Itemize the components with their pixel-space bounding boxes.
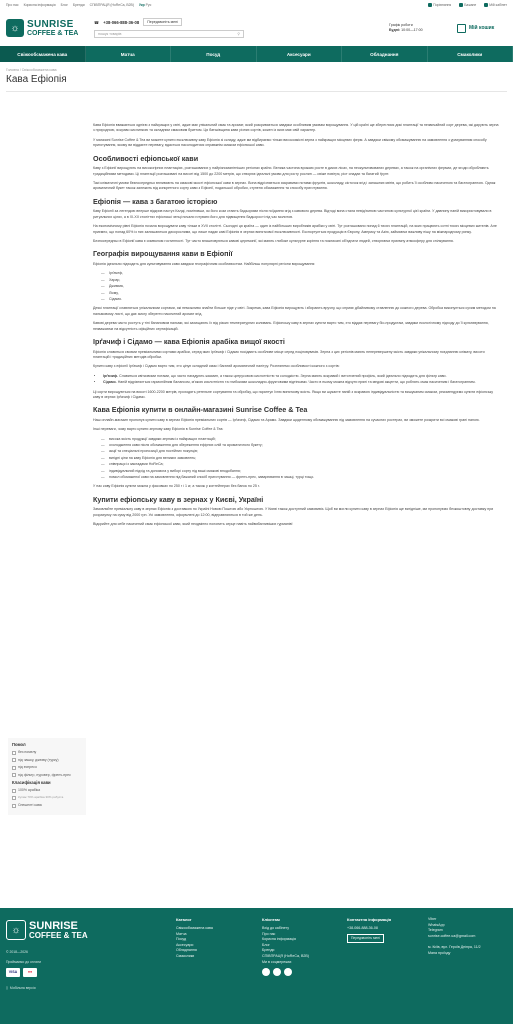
nav-sweets[interactable]: Смаколики bbox=[428, 46, 513, 62]
footer-phone[interactable]: +38-066-888-36-08 bbox=[347, 926, 378, 931]
page-title: Кава Ефіопія bbox=[6, 74, 67, 85]
work-schedule bbox=[389, 23, 449, 34]
breadcrumb[interactable]: Головна / Свіжообсмажена кава bbox=[6, 68, 57, 72]
search-icon[interactable]: ⚲ bbox=[237, 32, 240, 36]
cart-icon bbox=[457, 24, 466, 33]
article-paragraph: На економічному рівні Ефіопія почала вирощувати каву тільки в XVII столітті. Сьогодні ця країна — один із найбільших виробників арабіки у світі. Тут розташовано понад 6 тисяч плантацій, на яких працюють сотні тисяч місцевих жителів. Але приємно, що понад 60% із них залишаються дикорослими, що лише надає каві Ефіопія в зернах виняткової ексклюзивності. Експортується продукція в Європу, Америку та Азію, займаючи важливу нішу на міжнародному ринку. bbox=[93, 224, 497, 234]
youtube-icon[interactable] bbox=[284, 968, 292, 976]
site-header bbox=[0, 10, 513, 46]
article-paragraph: Замовляйте преміальну каву в зернах Ефіопія з доставкою по Україні Новою Поштою або Укрпоштою. У Києві також доступний самовивіз. Щоб ви могли купити каву в зернах Ефіопія ще вигідніше, ми пропонуємо безкоштовну доставку при розрахунку на суму від 2000 грн. Усі замовлення, оформлені до 12:00, відправляються в той же день. bbox=[93, 507, 494, 517]
checkbox[interactable] bbox=[12, 804, 16, 808]
wishlist-link[interactable] bbox=[459, 3, 476, 7]
logo-sun-icon: ☼ bbox=[6, 19, 24, 37]
footer-callback-button[interactable]: Передзвоніть мені bbox=[347, 934, 384, 943]
top-link-brands[interactable]: Бренди bbox=[72, 3, 85, 7]
footer-link[interactable]: Про нас bbox=[262, 931, 276, 936]
filter-option[interactable] bbox=[12, 758, 82, 763]
footer-catalog bbox=[176, 917, 213, 960]
footer-link[interactable]: Матча bbox=[176, 931, 187, 936]
sort-description: Напій відрізняється гармонійним балансом, м'якою кислотністю та глибокими шоколадно-фруктовими відтінками. Часто в ньому можна відчути пряні та медові акценти, що роблять смак насиченим і багатогранним. bbox=[117, 380, 476, 385]
footer-contacts bbox=[347, 917, 391, 943]
wishlist-label: Бажане bbox=[464, 2, 477, 7]
footer-link[interactable]: Блог bbox=[262, 942, 270, 947]
filter-title-grind: Помол bbox=[12, 742, 26, 747]
article-paragraph: У магазині Sunrise Coffee & Tea ви можете купити ексклюзивну каву Ефіопія зі складу, адже ми відбираємо тільки високоякісні зерна з найкращих місцевих ферм. А завдяки свіжому обсмажуванню на замовлення з урахуванням способу приготування, якому ви віддаєте перевагу, вдасться насолодитися справжнім смаком ефіопської кави. bbox=[93, 137, 487, 148]
list-item: — Джимма, bbox=[103, 284, 499, 289]
article-paragraph: Кавові дерева часто ростуть у тіні банановим пальми, які захищають їх від різких температурних коливань. Ефіопську каву в зернах купити варто тим, хто віддає перевагу біо-продуктам, завдяки екологічному підходу до її культивування, незважаючи на відсутність офіційних сертифікацій. bbox=[93, 321, 489, 331]
article-paragraph: Ефіопія ідеально підходить для культивування кави завдяки географічним особливостям. Найбільш популярні регіони вирощування: bbox=[93, 262, 316, 266]
header-phone[interactable]: +38-066-888-36-08 bbox=[103, 19, 140, 25]
list-item: — охолодження кави після обсмаження для збереження ефірних олій та ароматичного букету; bbox=[103, 443, 499, 448]
payment-label: Приймаємо до оплати bbox=[6, 960, 41, 964]
nav-dishes[interactable]: Посуд bbox=[171, 46, 257, 62]
article-paragraph: Ефіопія славиться своєми преміальними сортами арабіки, серед яких Ірґачиф і Сідамо посідають особливе місце серед поціновувачів. Зерна з цих регіонів мають неперевершену якість завдяки унікальному поєднанню клімату, висоти плантацій і традиційних методів обробки. bbox=[93, 349, 485, 359]
article-paragraph: Такі кліматичні умови безпосередньо впливають на смакові якості ефіопської кави в зернах. Вона відрізняється яскравими нотами фруктів, шоколаду, кісточок ягід і запашних квітів, що робить її особливо насиченою та багатогранною. Однак ароматичний букет також залежить від конкретного сорту кави з Ефіопії, подальшої обробки, ступеня обсмаження та способу приготування. bbox=[93, 180, 496, 191]
sort-name: Ірґачиф. bbox=[103, 373, 119, 378]
logo-line1: SUNRISE bbox=[27, 18, 74, 30]
filter-option-label: Купаж 70% арабіка 30% робуста bbox=[18, 794, 64, 799]
filter-option[interactable] bbox=[12, 796, 82, 801]
lang-rus[interactable]: Рус bbox=[145, 3, 152, 7]
footer-clients bbox=[262, 917, 309, 976]
nav-equipment[interactable]: Обладнання bbox=[342, 46, 428, 62]
footer-link[interactable]: Бренди bbox=[262, 948, 275, 953]
title-divider bbox=[6, 91, 507, 92]
address: м. Київ, вул. Героїв Дніпра, 11/2 bbox=[428, 945, 481, 950]
article-heading: Кава Ефіопія купити в онлайн-магазині Sunrise Coffee & Tea bbox=[93, 405, 308, 415]
article-heading: Особливості ефіопської кави bbox=[93, 153, 199, 163]
list-item: — помол обсмаженої кави на замовлення під бажаний спосіб приготування — френч-прес, заварювання в чашці, турці тощо. bbox=[103, 475, 499, 480]
footer-logo-line2: COFFEE & TEA bbox=[29, 930, 88, 940]
footer-link[interactable]: Смаколики bbox=[176, 954, 195, 958]
footer-link[interactable]: Посуд bbox=[176, 937, 187, 942]
filter-option[interactable] bbox=[12, 788, 82, 793]
visa-icon: VISA bbox=[6, 968, 20, 977]
cart-label: Мій кошик bbox=[469, 25, 495, 31]
list-item: — вигідні ціни на каву Ефіопія для великих замовлень; bbox=[103, 456, 499, 461]
map-link[interactable]: Мапа проїзду bbox=[428, 950, 451, 955]
social-links bbox=[262, 968, 309, 976]
filter-option-label: під фільтр, пуровер, френч-прес bbox=[18, 772, 71, 777]
cart-button[interactable] bbox=[457, 24, 507, 33]
heart-icon bbox=[459, 3, 463, 7]
article-paragraph: У нас каву Ефіопія купити можна у фасовках по 250 г і 1 кг, а також у контейнерах без банок по 25 г. bbox=[93, 484, 260, 489]
filter-option-label: під еспресо bbox=[18, 765, 37, 769]
checkbox[interactable] bbox=[12, 751, 16, 755]
compare-icon bbox=[428, 3, 432, 7]
footer-link[interactable]: Аксесуари bbox=[176, 942, 194, 947]
top-link-info[interactable]: Корисна інформація bbox=[23, 3, 56, 7]
article-paragraph: Відкрийте для себе насичений смак ефіопської кави, який неодмінно полонить серце навіть найвибагливіших гурманів! bbox=[93, 522, 293, 527]
checkbox[interactable] bbox=[12, 773, 16, 777]
list-item: — Лікму, bbox=[103, 291, 499, 296]
list-item: — Сідамо. bbox=[103, 297, 499, 302]
filter-option[interactable] bbox=[12, 773, 82, 778]
nav-matcha[interactable]: Матча bbox=[86, 46, 172, 62]
article-paragraph: Інші переваги, чому варто купити зернову каву Ефіопія в Sunrise Coffee & Tea: bbox=[93, 427, 224, 432]
list-item: — Ірґачеф, bbox=[103, 271, 499, 276]
article-heading: Ефіопія — кава з багатою історією bbox=[93, 196, 218, 206]
search-placeholder: пошук товарів bbox=[98, 32, 122, 36]
payment-methods bbox=[6, 968, 37, 977]
list-item: — Харар, bbox=[103, 278, 499, 283]
schedule-hours: 10:00—17:00 bbox=[401, 28, 423, 32]
checkbox[interactable] bbox=[12, 789, 16, 793]
list-item: — індивідуальний підхід та допомога у виборі сорту під ваші смакові вподобання; bbox=[103, 469, 499, 474]
facebook-icon[interactable] bbox=[262, 968, 270, 976]
list-item bbox=[103, 374, 499, 379]
footer-clients-title: Клієнтам bbox=[262, 917, 280, 922]
filter-option[interactable] bbox=[12, 750, 82, 755]
nav-fresh-coffee[interactable]: Свіжообсмажена кава bbox=[0, 46, 86, 62]
compare-link[interactable] bbox=[428, 3, 451, 7]
social-label: Ми в соцмережах bbox=[262, 959, 292, 964]
instagram-icon[interactable] bbox=[273, 968, 281, 976]
compare-label: Порівняння bbox=[433, 2, 452, 7]
footer-link[interactable]: Корисна інформація bbox=[262, 937, 296, 942]
mastercard-icon: ●● bbox=[23, 968, 37, 977]
article-paragraph: Кава Ефіопія вважається однією з найкращих у світі, адже має унікальний смак та аромат, який розкривається завдяки особливим умовам вирощування. У цій країні ще збереглися дикі плантації та незвичайний сорт дерева, які дарують зерна з природною, яскраво кислинкою та складним смаковим букетом. Ця батьківщина кави різних сортів, кожен із яких має свій характер. bbox=[93, 123, 499, 133]
article-heading: Купити ефіопську каву в зернах у Києві, Україні bbox=[93, 494, 264, 504]
phone-device-icon: ▯ bbox=[6, 986, 8, 990]
filter-option-label: без помелу bbox=[18, 750, 37, 754]
language-switcher[interactable] bbox=[139, 3, 151, 7]
top-link-b2b[interactable]: СПІВПРАЦЯ (HoReCa, B2B) bbox=[89, 3, 134, 7]
list-item: — акції та спеціальні пропозиції для постійних покупців; bbox=[103, 449, 499, 454]
filter-option-label: 100% арабіка bbox=[18, 788, 41, 792]
copyright: © 2018—2026 bbox=[6, 950, 28, 954]
regions-list bbox=[93, 271, 499, 302]
logo-line2: COFFEE & TEA bbox=[27, 29, 79, 37]
article-paragraph: Купити каву з ефіопії Ірґачиф і Сідамо варто тим, хто цінує складний смак і багатий ароматичний палітру. Розглянемо особливості кожного з сортів: bbox=[93, 364, 340, 369]
top-link-about[interactable]: Про нас bbox=[6, 3, 19, 7]
footer-catalog-title: Каталог bbox=[176, 917, 192, 922]
sort-description: Славиться квітковими нотами, що часто нагадують жасмин, а також цитрусовою кислотністю та солодкістю. Зерна мають яскравий і витончений профіль, який ідеально підходить для фільтр кави. bbox=[119, 373, 447, 378]
top-bar bbox=[0, 0, 513, 10]
top-link-blog[interactable]: Блог bbox=[60, 3, 68, 7]
footer-link[interactable]: Свіжообсмажена кава bbox=[176, 926, 213, 931]
benefits-list bbox=[93, 437, 499, 481]
seo-article bbox=[93, 123, 499, 532]
article-paragraph: Наш онлайн-магазин пропонує купити каву в зернах Ефіопія преміальних сортів — Ірґачеф, Сідамо та Арамо. Завдяки щоденному обсмажуванню під замовлення на сучасних ростерах, ви зможете розкрити всі смакові грані напою. bbox=[93, 417, 480, 422]
site-logo[interactable] bbox=[6, 19, 86, 37]
footer-link[interactable]: СПІВПРАЦЯ (HoReCa, B2B) bbox=[262, 954, 309, 958]
list-item: — співпраця із закладами HoReCa; bbox=[103, 462, 499, 467]
schedule-title: Графік роботи bbox=[389, 22, 413, 27]
article-heading: Географія вирощування кави в Ефіопії bbox=[93, 249, 233, 259]
search-input[interactable] bbox=[94, 30, 244, 38]
footer-logo-line1: SUNRISE bbox=[29, 919, 78, 932]
list-item bbox=[103, 380, 499, 385]
list-item: — висока якість продукції завдяки зернам із найкращих плантацій; bbox=[103, 437, 499, 442]
mobile-version-label: Мобільна версія bbox=[9, 986, 36, 990]
article-paragraph: Безпосередньо в Ефіопії кава є символом гостинності. Тут часто влаштовуються кавові церемонії, які мають глибоке культурне коріння та покликані об'єднати людей, створюючи приємну атмосферу для спілкування. bbox=[93, 238, 454, 243]
filter-option[interactable] bbox=[12, 803, 82, 808]
footer-contacts-title: Контактна інформація bbox=[347, 917, 392, 922]
article-paragraph: Деякі плантації славляться унікальними сортами, які неможливо знайти більше ніде у світі. Зокрема, кава Ефіопія вирощують і збирають вручну, що сприяє дбайливому ставленню до кожного дерева. Обробка виконується сухим методом на пальмовому листі, що дає змогу зберегти насичений аромат ягід. bbox=[93, 306, 496, 316]
article-heading: Ірґачиф і Сідамо — кава Ефіопія арабіка вищої якості bbox=[93, 336, 285, 346]
mobile-version-link[interactable] bbox=[6, 986, 36, 990]
nav-accessories[interactable]: Аксесуари bbox=[257, 46, 343, 62]
filter-panel bbox=[8, 738, 86, 815]
viber-link[interactable]: Viber bbox=[428, 917, 437, 921]
sorts-list bbox=[93, 374, 499, 386]
callback-button[interactable]: Передзвоніть мені bbox=[143, 18, 182, 26]
sort-name: Сідамо. bbox=[103, 380, 117, 385]
top-links bbox=[6, 3, 151, 7]
footer-link[interactable]: Вхід до кабінету bbox=[262, 926, 289, 931]
article-paragraph: Каву Ефіопії за легендою вперше відкрив пастух Калді, помітивши, як його кози стають бадьорими після поїдання ягід з кавового дерева. Відтоді вона стала невід'ємною частиною культурної цієї країни. У давнину напій використовували в ритуальних цілях, а в XI-XII століттях ефіопські ченці почали готувати його для підвищення бадьорості під час молитов. bbox=[93, 209, 492, 219]
filter-option-label: під чашку, джезву (турку) bbox=[18, 757, 59, 762]
filter-title-class: Класифікація кави bbox=[12, 780, 51, 785]
main-nav bbox=[0, 46, 513, 62]
site-footer bbox=[0, 908, 513, 1024]
filter-option[interactable] bbox=[12, 765, 82, 770]
account-link[interactable] bbox=[484, 3, 507, 7]
footer-messengers bbox=[428, 917, 481, 956]
logo-sun-icon: ☼ bbox=[6, 920, 26, 940]
footer-logo[interactable] bbox=[6, 920, 88, 940]
user-icon bbox=[484, 3, 488, 7]
phone-icon: ☎ bbox=[94, 19, 100, 25]
filter-option-label: Спешелті кава bbox=[18, 803, 42, 807]
article-paragraph: Ці сорти вирощуються на висоті 1600-2200 метрів, проходять ретельне сортування та обробку, що гарантує їхню виняткову якість. Якщо ви шукаєте напій з яскравою індивідуальністю та вишуканим смаком, рекомендуємо купити ефіопську каву в зернах Ірґачиф і Сідамо. bbox=[93, 389, 493, 399]
whatsapp-link[interactable]: WhatsApp bbox=[428, 922, 445, 927]
lang-ukr[interactable]: Укр bbox=[138, 3, 145, 7]
checkbox[interactable] bbox=[12, 766, 16, 770]
telegram-link[interactable]: Telegram bbox=[428, 928, 443, 933]
checkbox[interactable] bbox=[12, 796, 16, 800]
email-link[interactable]: sunrise.coffee.ua@gmail.com bbox=[428, 933, 476, 938]
checkbox[interactable] bbox=[12, 758, 16, 762]
footer-link[interactable]: Обладнання bbox=[176, 948, 197, 953]
account-label: Мій кабінет bbox=[489, 2, 507, 7]
schedule-days: Будні: bbox=[389, 28, 401, 32]
article-paragraph: Каву з Ефіопії вирощують на високогірних плантаціях, розташованих у найрізноманітніших регіонах країни. Велика частина врожаю росте в диких лісах, на неокультивованих деревах, а також на органічних фермах, де ягоди обробляють традиційними методами. Ці плантації розташовані на висоті від 1500 до 2200 метрів, що створює ідеальні умови для росту рослин — свіже повітря, ріст спадає та багатий ґрунт. bbox=[93, 166, 489, 176]
